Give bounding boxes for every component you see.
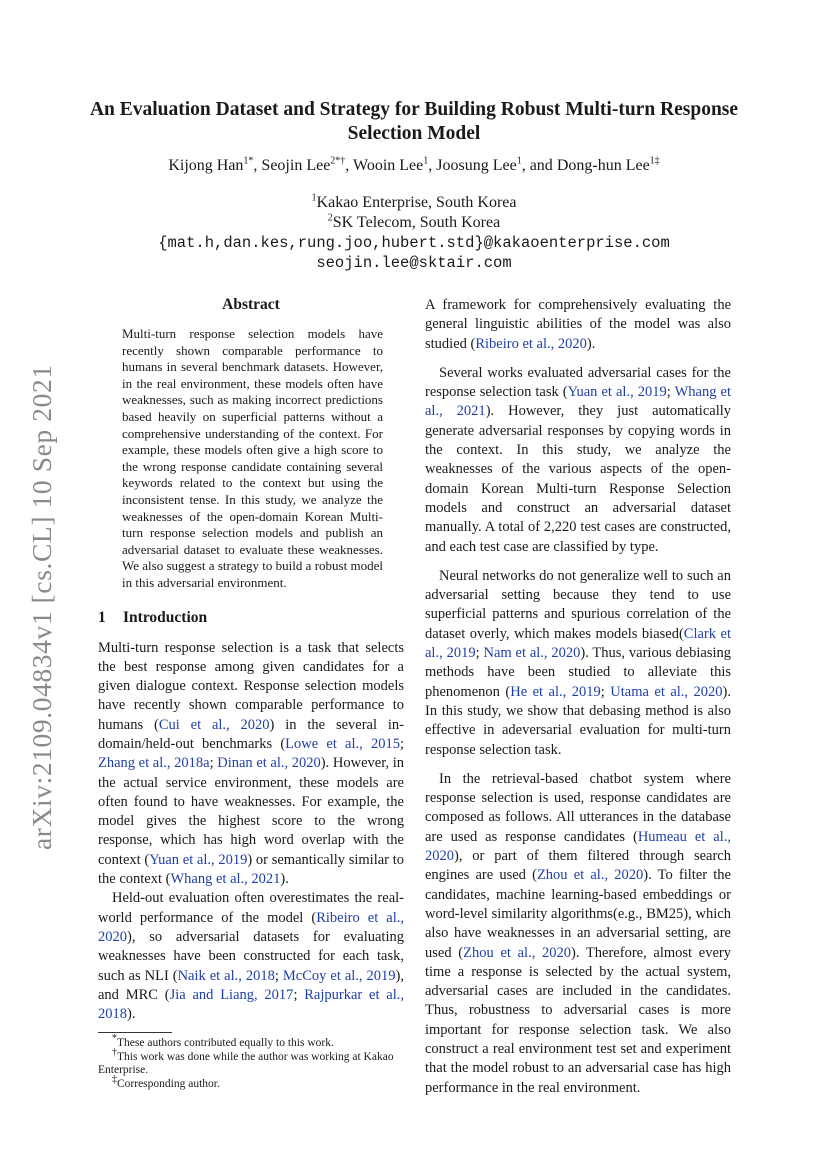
citation-link[interactable]: Naik et al., 2018 xyxy=(177,967,275,984)
section-heading xyxy=(98,609,404,627)
citation-link[interactable]: Ribeiro et al., 2020 xyxy=(475,335,587,352)
author-list: Kijong Han$^{1*}$, Seojin Lee$^{2*\dagger}$, Wooin Lee$^1$, Joosung Lee$^1$, and Dong-hun Lee$^{1\ddagger}$ xyxy=(168,155,660,174)
citation-link[interactable]: Dinan et al., 2020 xyxy=(217,755,321,772)
citation-link[interactable]: Jia and Liang, 2017 xyxy=(169,986,294,1003)
body-paragraph: In the retrieval-based chatbot system where response selection is used, response candidates are composed as follows. All utterances in the database are used as response candidates (Humeau et al., 2020), or part of them filtered through search engines are used (Zhou et al., 2020). To filter the candidates, machine learning-based embeddings or word-level similarity algorithms(e.g., BM25), which also have weaknesses in an adversarial setting, are used (Zhou et al., 2020). Therefore, almost every time a response is selected by the actual system, adversarial cases are included in the candidates. Thus, robustness to adversarial cases is more important for response selection task. We also construct a real environment test set and experiment that the model robust to an adversarial case has high performance in the real environment. xyxy=(425,770,731,1096)
citation-link[interactable]: Clark et al., 2019 xyxy=(425,625,731,662)
footnote: †This work was done while the author was working at Kakao Enterprise. xyxy=(98,1047,394,1077)
abstract-text: Multi-turn response selection models have recently shown comparable performance to humans in several benchmark datasets. However, in the real environment, these models often have weaknesses, such as making incorrect predictions based heavily on superficial patterns without a comprehensive understanding of the context. For example, these models often give a high score to the wrong response candidate containing several keywords related to the context but using the inconsistent tense. In this study, we analyze the weaknesses of the open-domain Korean Multi-turn response selection models and publish an adversarial dataset to evaluate these weaknesses. We also suggest a strategy to build a robust model in this adversarial environment. xyxy=(122,326,383,590)
author-name: Joosung Lee xyxy=(436,157,517,174)
citation-link[interactable]: Rajpurkar et al., 2018 xyxy=(98,986,404,1023)
author-affiliation-mark: 1‡ xyxy=(649,155,660,167)
body-paragraph: Neural networks do not generalize well to such an adversarial setting because they tend to use superficial patterns and spurious correlation of the dataset overly, which makes models biased(Clark et al., 2019; Nam et al., 2020). Thus, various debiasing methods have been studied to alleviate this phenomenon (He et al., 2019; Utama et al., 2020). In this study, we show that debasing method is also effective in adeversarial evaluation for multi-turn response selection task. xyxy=(425,567,732,758)
abstract-heading: Abstract xyxy=(222,296,280,313)
citation-link[interactable]: Utama et al., 2020 xyxy=(610,683,723,700)
affiliation-line: $^2$SK Telecom, South Korea xyxy=(327,212,501,231)
citation-link[interactable]: Zhou et al., 2020 xyxy=(536,867,644,884)
citation-link[interactable]: McCoy et al., 2019 xyxy=(282,967,396,984)
author-affiliation-mark: 2*† xyxy=(330,155,346,167)
body-paragraph: A framework for comprehensively evaluating the general linguistic abilities of the model was also studied (Ribeiro et al., 2020). xyxy=(425,297,731,352)
citation-link[interactable]: Cui et al., 2020 xyxy=(158,716,270,733)
left-column xyxy=(98,296,404,1091)
author-name: Wooin Lee xyxy=(353,157,424,174)
citation-link[interactable]: Yuan et al., 2019 xyxy=(567,384,667,401)
citation-link[interactable]: Yuan et al., 2019 xyxy=(149,851,248,868)
citation-link[interactable]: Nam et al., 2020 xyxy=(483,645,581,662)
paper-title: An Evaluation Dataset and Strategy for Building Robust Multi-turn Response Selection Model xyxy=(89,99,739,144)
body-paragraph: Several works evaluated adversarial cases for the response selection task (Yuan et al., 2019; Whang et al., 2021). However, they just automatically generate adversarial responses by copying words in the context. In this study, we analyze the weaknesses of the various aspects of the open-domain Korean Multi-turn Response Selection models and construct an adversarial dataset manually. A total of 2,220 test cases are constructed, and each test case are classified by type. xyxy=(425,364,731,555)
arxiv-side-stamp: arXiv:2109.04834v1 [cs.CL] 10 Sep 2021 xyxy=(26,364,57,850)
author-name: Seojin Lee xyxy=(261,157,331,174)
citation-link[interactable]: He et al., 2019 xyxy=(510,683,601,700)
body-paragraph: Held-out evaluation often overestimates the real-world performance of the model (Ribeiro et al., 2020), so adversarial datasets for evaluating weaknesses have been constructed for each task, such as NLI (Naik et al., 2018; McCoy et al., 2019), and MRC (Jia and Liang, 2017; Rajpurkar et al., 2018). xyxy=(98,890,404,1023)
affiliation-line: $^1$Kakao Enterprise, South Korea xyxy=(311,192,517,211)
author-name: Kijong Han xyxy=(168,157,244,174)
email-line: {mat.h,dan.kes,rung.joo,hubert.std}@kakaoenterprise.com xyxy=(158,234,670,252)
body-paragraph: Multi-turn response selection is a task that selects the best response among given candidates for a given dialogue context. Response selection models have recently shown comparable performance to humans (Cui et al., 2020) in the several in-domain/held-out benchmarks (Lowe et al., 2015; Zhang et al., 2018a; Dinan et al., 2020). However, in the actual service environment, these models are often found to have weaknesses. For example, the model gives the highest score to the wrong response, which has high word overlap with the context (Yuan et al., 2019) or semantically similar to the context (Whang et al., 2021). xyxy=(98,639,404,888)
author-name: Dong-hun Lee xyxy=(556,157,650,174)
footnote: *These authors contributed equally to this work. xyxy=(112,1033,334,1050)
author-affiliation-mark: 1 xyxy=(423,155,429,167)
email-line: seojin.lee@sktair.com xyxy=(316,254,512,272)
citation-link[interactable]: Ribeiro et al., 2020 xyxy=(98,909,404,945)
citation-link[interactable]: Zhang et al., 2018a xyxy=(98,755,210,772)
citation-link[interactable]: Whang et al., 2021 xyxy=(170,871,281,888)
author-affiliation-mark: 1* xyxy=(243,155,254,167)
citation-link[interactable]: Humeau et al., 2020 xyxy=(425,828,731,865)
author-affiliation-mark: 1 xyxy=(516,155,522,167)
citation-link[interactable]: Zhou et al., 2020 xyxy=(463,944,572,961)
citation-link[interactable]: Whang et al., 2021 xyxy=(425,384,731,420)
citation-link[interactable]: Lowe et al., 2015 xyxy=(285,735,400,752)
section-number: 1 xyxy=(98,608,106,626)
footnote-rule xyxy=(98,1032,172,1033)
section-title: Introduction xyxy=(123,608,208,626)
footnote: ‡Corresponding author. xyxy=(112,1074,220,1090)
affiliations xyxy=(60,193,768,273)
right-column xyxy=(425,296,731,1108)
